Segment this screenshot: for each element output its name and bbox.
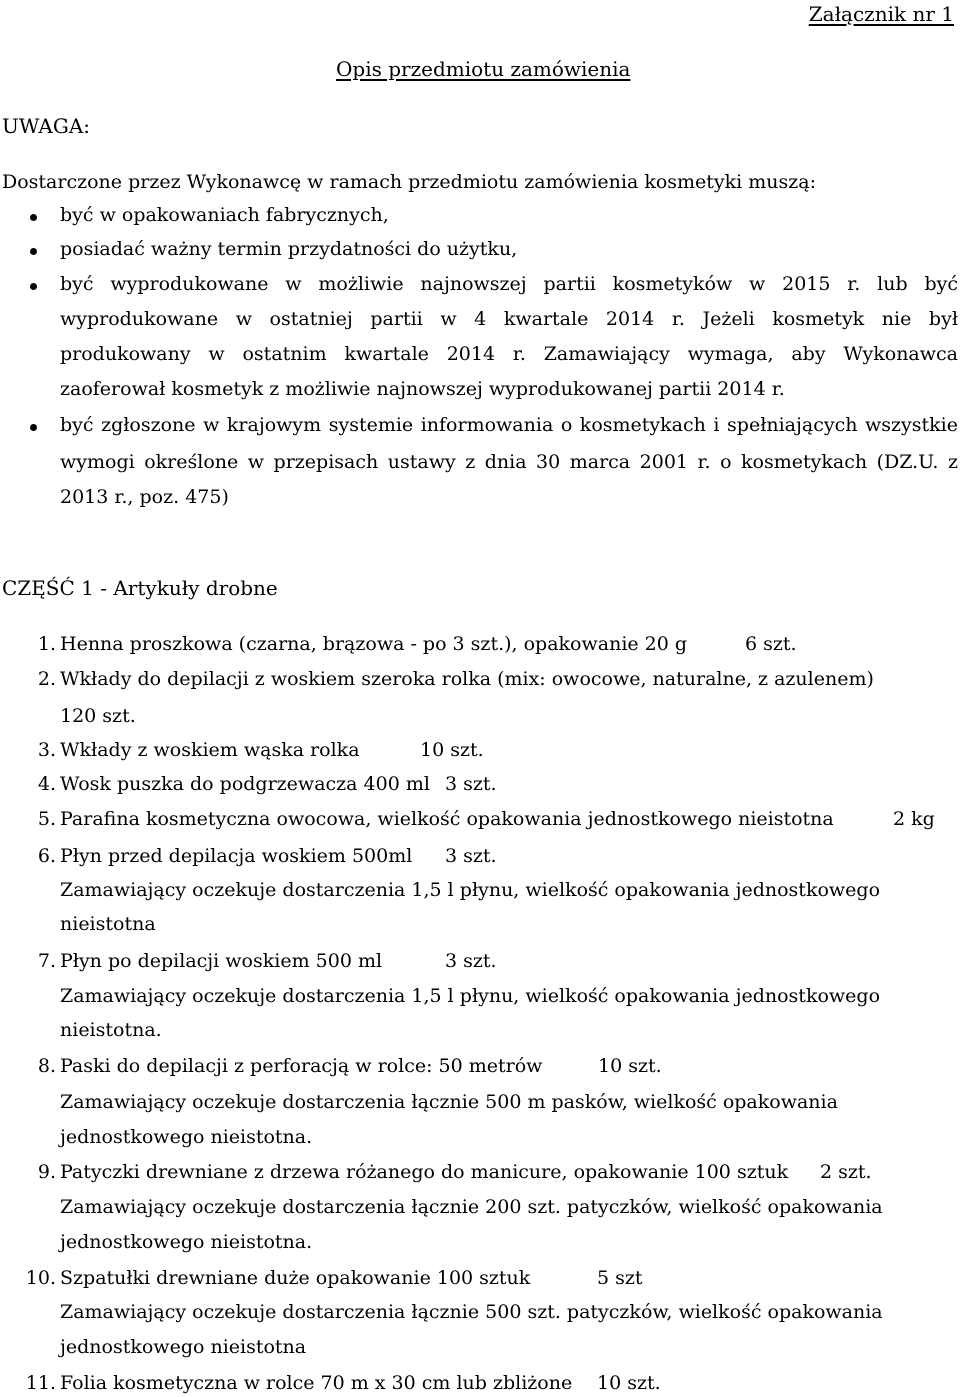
item-number: 1. — [37, 633, 56, 655]
item-quantity: 2 szt. — [820, 1161, 872, 1183]
bullet-item-line: wyprodukowane w ostatniej partii w 4 kwartale 2014 r. Jeżeli kosmetyk nie był — [60, 308, 958, 330]
item-quantity: 3 szt. — [445, 950, 497, 972]
bullet-item-line: być wyprodukowane w możliwie najnowszej partii kosmetyków w 2015 r. lub być — [60, 273, 958, 295]
item-quantity: 3 szt. — [445, 845, 497, 867]
item-note: jednostkowego nieistotna. — [60, 1231, 313, 1253]
item-quantity: 6 szt. — [745, 633, 797, 655]
item-number: 7. — [37, 950, 56, 972]
bullet-item-line: wymogi określone w przepisach ustawy z dnia 30 marca 2001 r. o kosmetykach (DZ.U. z — [60, 451, 958, 473]
intro-text: Dostarczone przez Wykonawcę w ramach przedmiotu zamówienia kosmetyki muszą: — [2, 171, 817, 193]
bullet-dot — [30, 424, 37, 431]
item-note: jednostkowego nieistotna. — [60, 1126, 313, 1148]
item-number: 8. — [37, 1055, 56, 1077]
bullet-dot — [30, 214, 37, 221]
item-text: Wkłady z woskiem wąska rolka — [60, 739, 360, 761]
item-quantity: 3 szt. — [445, 773, 497, 795]
bullet-item: posiadać ważny termin przydatności do użytku, — [60, 238, 518, 260]
item-note: jednostkowego nieistotna — [60, 1336, 307, 1358]
bullet-item-line: produkowany w ostatnim kwartale 2014 r. Zamawiający wymaga, aby Wykonawca — [60, 343, 958, 365]
item-note: nieistotna — [60, 913, 156, 935]
item-note: Zamawiający oczekuje dostarczenia łącznie 200 szt. patyczków, wielkość opakowania — [60, 1196, 883, 1218]
item-quantity: 10 szt. — [597, 1372, 661, 1394]
item-number: 6. — [37, 845, 56, 867]
section-title: CZĘŚĆ 1 - Artykuły drobne — [2, 576, 278, 600]
item-quantity: 5 szt — [597, 1267, 643, 1289]
item-quantity: 10 szt. — [420, 739, 484, 761]
item-number: 5. — [37, 808, 56, 830]
item-text: Folia kosmetyczna w rolce 70 m x 30 cm lub zbliżone — [60, 1372, 573, 1394]
item-note: nieistotna. — [60, 1019, 162, 1041]
item-text: Szpatułki drewniane duże opakowanie 100 sztuk — [60, 1267, 531, 1289]
item-quantity: 2 kg — [893, 808, 935, 830]
item-number: 10. — [25, 1267, 56, 1289]
item-number: 4. — [37, 773, 56, 795]
item-text: Płyn przed depilacja woskiem 500ml — [60, 845, 413, 867]
annex-label: Załącznik nr 1 — [808, 2, 954, 26]
bullet-item: być w opakowaniach fabrycznych, — [60, 204, 389, 226]
item-note: Zamawiający oczekuje dostarczenia łącznie 500 szt. patyczków, wielkość opakowania — [60, 1301, 883, 1323]
item-note: Zamawiający oczekuje dostarczenia 1,5 l płynu, wielkość opakowania jednostkowego — [60, 879, 881, 901]
item-number: 3. — [37, 739, 56, 761]
item-note: Zamawiający oczekuje dostarczenia łącznie 500 m pasków, wielkość opakowania — [60, 1091, 838, 1113]
item-text: Paski do depilacji z perforacją w rolce: 50 metrów — [60, 1055, 543, 1077]
item-quantity: 10 szt. — [598, 1055, 662, 1077]
item-quantity: 120 szt. — [60, 705, 136, 727]
note-label: UWAGA: — [2, 114, 91, 138]
bullet-item-line: być zgłoszone w krajowym systemie informowania o kosmetykach i spełniających wszystkie — [60, 414, 958, 436]
item-text: Henna proszkowa (czarna, brązowa - po 3 szt.), opakowanie 20 g — [60, 633, 688, 655]
page-title: Opis przedmiotu zamówienia — [336, 57, 631, 81]
bullet-dot — [30, 283, 37, 290]
item-text: Płyn po depilacji woskiem 500 ml — [60, 950, 383, 972]
item-note: Zamawiający oczekuje dostarczenia 1,5 l płynu, wielkość opakowania jednostkowego — [60, 985, 881, 1007]
item-number: 9. — [37, 1161, 56, 1183]
item-number: 11. — [25, 1372, 56, 1394]
bullet-dot — [30, 248, 37, 255]
item-text: Patyczki drewniane z drzewa różanego do manicure, opakowanie 100 sztuk — [60, 1161, 789, 1183]
item-text: Wosk puszka do podgrzewacza 400 ml — [60, 773, 430, 795]
item-number: 2. — [37, 668, 56, 690]
item-text: Parafina kosmetyczna owocowa, wielkość opakowania jednostkowego nieistotna — [60, 808, 834, 830]
bullet-item-line: 2013 r., poz. 475) — [60, 486, 229, 508]
bullet-item-line: zaoferował kosmetyk z możliwie najnowszej wyprodukowanej partii 2014 r. — [60, 378, 785, 400]
item-text: Wkłady do depilacji z woskiem szeroka rolka (mix: owocowe, naturalne, z azulenem) — [60, 668, 874, 690]
